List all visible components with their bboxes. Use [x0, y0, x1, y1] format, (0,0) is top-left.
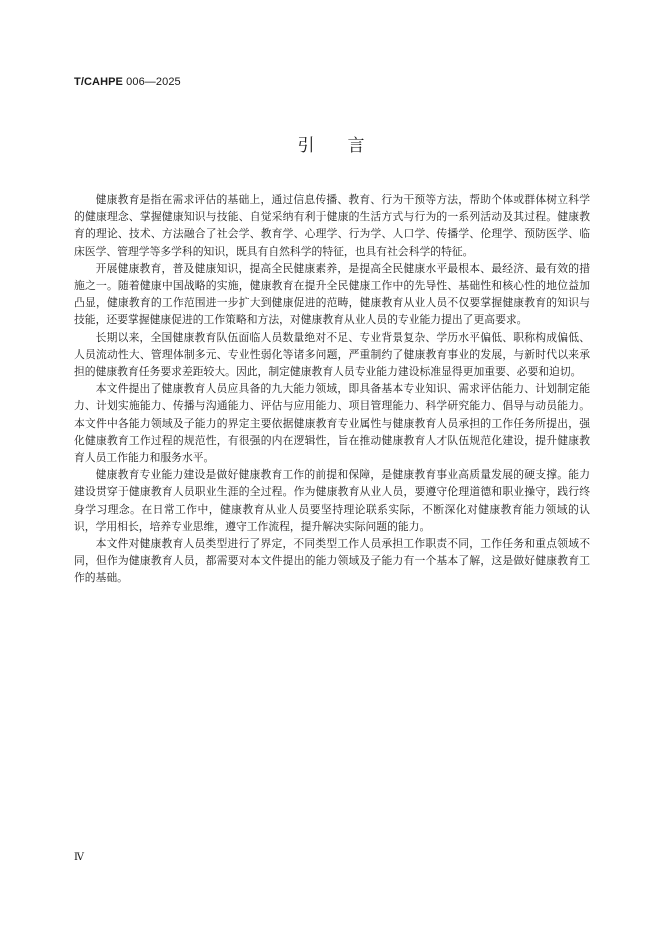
paragraph: 本文件对健康教育人员类型进行了界定，不同类型工作人员承担工作职责不同，工作任务和重点领域不同，但作为健康教育人员，都需要对本文件提出的能力领域及子能力有一个基本了解，这是做好健康教育工作的基础。	[74, 537, 590, 585]
body-text	[74, 191, 590, 587]
page-title: 引言	[297, 136, 398, 156]
document-code	[74, 76, 181, 88]
standard-number: 006—2025	[122, 76, 181, 88]
page-number: Ⅳ	[74, 852, 84, 863]
paragraph: 健康教育是指在需求评估的基础上，通过信息传播、教育、行为干预等方法，帮助个体或群体树立科学的健康理念、掌握健康知识与技能、自觉采纳有利于健康的生活方式与行为的一系列活动及其过程。健康教育的理论、技术、方法融合了社会学、教育学、心理学、行为学、人口学、传播学、伦理学、预防医学、临床医学、管理学等多学科的知识，既具有自然科学的特征，也具有社会科学的特征。	[74, 193, 590, 258]
paragraph: 开展健康教育，普及健康知识，提高全民健康素养，是提高全民健康水平最根本、最经济、最有效的措施之一。随着健康中国战略的实施，健康教育在提升全民健康工作中的先导性、基础性和核心性的地位益加凸显，健康教育的工作范围进一步扩大到健康促进的范畴，健康教育从业人员不仅要掌握健康教育的知识与技能，还要掌握健康促进的工作策略和方法，对健康教育从业人员的专业能力提出了更高要求。	[74, 261, 590, 327]
paragraph: 健康教育专业能力建设是做好健康教育工作的前提和保障，是健康教育事业高质量发展的硬支撑。能力建设贯穿于健康教育人员职业生涯的全过程。作为健康教育从业人员，要遵守伦理道德和职业操守，践行终身学习理念。在日常工作中，健康教育从业人员要坚持理论联系实际，不断深化对健康教育能力领域的认识，学用相长，培养专业思维，遵守工作流程，提升解决实际问题的能力。	[74, 468, 590, 533]
paragraph: 本文件提出了健康教育人员应具备的九大能力领域，即具备基本专业知识、需求评估能力、计划制定能力、计划实施能力、传播与沟通能力、评估与应用能力、项目管理能力、科学研究能力、倡导与动员能力。本文件中各能力领域及子能力的界定主要依据健康教育专业属性与健康教育人员承担的工作任务所提出，强化健康教育工作过程的规范性，有很强的内在逻辑性，旨在推动健康教育人才队伍规范化建设，提升健康教育人员工作能力和服务水平。	[74, 382, 590, 465]
standard-prefix: T/CAHPE	[74, 76, 123, 88]
paragraph: 长期以来，全国健康教育队伍面临人员数量绝对不足、专业背景复杂、学历水平偏低、职称构成偏低、人员流动性大、管理体制多元、专业性弱化等诸多问题，严重制约了健康教育事业的发展，与新时代以来承担的健康教育任务要求差距较大。因此，制定健康教育人员专业能力建设标准显得更加重要、必要和迫切。	[74, 330, 590, 379]
